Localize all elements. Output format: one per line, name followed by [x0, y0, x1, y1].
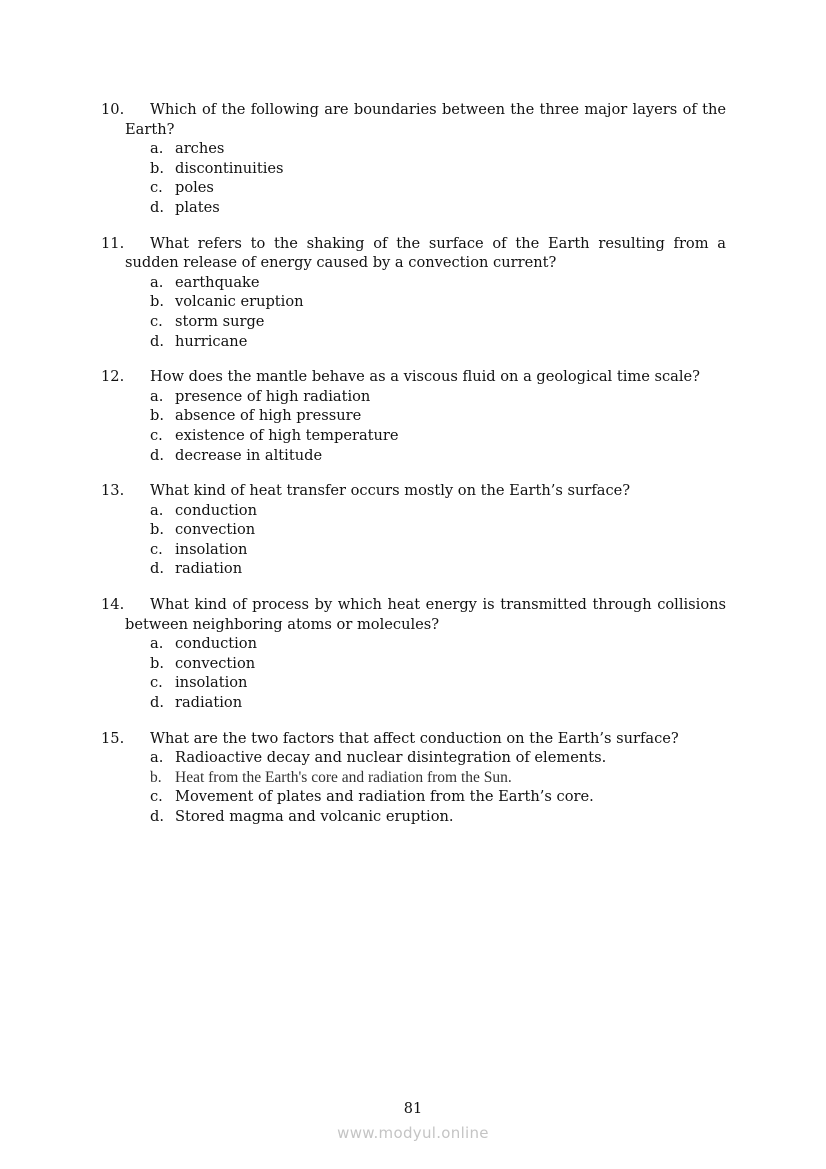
question-number: 10. [101, 101, 125, 118]
option-text: Heat from the Earth's core and radiation from the Sun. [175, 768, 512, 786]
question-list [101, 100, 726, 843]
question-text [101, 100, 726, 139]
option-text: convection [175, 521, 256, 539]
option-text: earthquake [175, 273, 260, 291]
option-letter: b. [150, 521, 164, 539]
question-number: 12. [101, 368, 125, 386]
option-letter: b. [150, 407, 164, 425]
options-list [125, 387, 726, 465]
option-text: conduction [175, 635, 257, 653]
option-letter: b. [150, 159, 164, 177]
option-letter: c. [150, 179, 163, 197]
option-text: absence of high pressure [175, 407, 362, 425]
option-d [125, 198, 726, 218]
question-stem: What kind of process by which heat energy is transmitted through collisions between neighboring atoms or molecules? [125, 596, 726, 633]
question-number: 14. [101, 596, 125, 614]
question-14 [101, 595, 726, 713]
option-text: decrease in altitude [175, 446, 323, 464]
option-text: existence of high temperature [175, 426, 399, 444]
question-15 [101, 729, 726, 827]
question-text [101, 595, 726, 634]
options-list [125, 748, 726, 826]
options-list [125, 273, 726, 351]
option-text: radiation [175, 560, 243, 578]
option-b [125, 292, 726, 312]
option-letter: a. [150, 501, 164, 519]
option-letter: d. [150, 332, 164, 350]
question-text [101, 729, 726, 749]
question-12 [101, 367, 726, 465]
option-letter: c. [150, 788, 163, 806]
option-letter: a. [150, 273, 164, 291]
question-stem: What kind of heat transfer occurs mostly on the Earth’s surface? [150, 482, 631, 500]
question-text [101, 481, 726, 501]
option-letter: c. [150, 312, 163, 330]
question-stem: How does the mantle behave as a viscous fluid on a geological time scale? [150, 368, 700, 386]
options-list [125, 139, 726, 217]
option-a [125, 387, 726, 407]
option-b [125, 654, 726, 674]
question-stem: What refers to the shaking of the surface of the Earth resulting from a sudden release of energy caused by a convection current? [125, 234, 726, 272]
option-d [125, 693, 726, 713]
option-d [125, 559, 726, 579]
option-d [125, 332, 726, 352]
option-letter: a. [150, 749, 164, 767]
option-a [125, 634, 726, 654]
option-text: hurricane [175, 332, 248, 350]
option-text: storm surge [175, 312, 265, 330]
option-a [125, 501, 726, 521]
option-text: presence of high radiation [175, 387, 371, 405]
option-b [125, 768, 726, 788]
option-letter: d. [150, 694, 164, 712]
watermark: www.modyul.online [337, 1124, 489, 1142]
options-list [125, 501, 726, 579]
option-c [125, 673, 726, 693]
option-letter: b. [150, 654, 164, 672]
page-number: 81 [403, 1101, 423, 1117]
option-a [125, 273, 726, 293]
option-c [125, 178, 726, 198]
option-letter: d. [150, 446, 164, 464]
question-number: 15. [101, 729, 125, 747]
option-letter: c. [150, 540, 163, 558]
option-c [125, 540, 726, 560]
option-text: radiation [175, 694, 243, 712]
option-letter: b. [150, 293, 164, 311]
option-d [125, 807, 726, 827]
option-letter: c. [150, 426, 163, 444]
question-number: 13. [101, 482, 125, 500]
option-d [125, 446, 726, 466]
option-text: insolation [175, 674, 248, 692]
option-a [125, 748, 726, 768]
option-letter: a. [150, 635, 164, 653]
option-text: plates [175, 198, 220, 216]
option-text: volcanic eruption [175, 293, 304, 311]
option-c [125, 787, 726, 807]
option-text: arches [175, 140, 225, 158]
option-text: discontinuities [175, 159, 284, 177]
option-letter: c. [150, 674, 163, 692]
option-letter: d. [150, 808, 164, 825]
option-c [125, 426, 726, 446]
option-text: Movement of plates and radiation from the Earth’s core. [175, 788, 594, 806]
option-letter: d. [150, 198, 164, 216]
option-text: conduction [175, 501, 257, 519]
question-number: 11. [101, 234, 125, 252]
question-stem: Which of the following are boundaries between the three major layers of the Earth? [125, 101, 726, 138]
option-b [125, 406, 726, 426]
option-letter: b. [150, 768, 162, 786]
question-10 [101, 100, 726, 218]
question-text [101, 234, 726, 273]
question-13 [101, 481, 726, 579]
option-b [125, 159, 726, 179]
option-letter: a. [150, 140, 164, 158]
question-text [101, 367, 726, 387]
option-b [125, 520, 726, 540]
option-text: poles [175, 179, 214, 197]
option-letter: d. [150, 560, 164, 578]
option-text: convection [175, 654, 256, 672]
option-a [125, 139, 726, 159]
options-list [125, 634, 726, 712]
question-11 [101, 234, 726, 352]
option-letter: a. [150, 387, 164, 405]
option-c [125, 312, 726, 332]
option-text: Radioactive decay and nuclear disintegration of elements. [175, 749, 607, 767]
option-text: insolation [175, 540, 248, 558]
option-text: Stored magma and volcanic eruption. [175, 808, 454, 825]
question-stem: What are the two factors that affect conduction on the Earth’s surface? [150, 729, 679, 747]
